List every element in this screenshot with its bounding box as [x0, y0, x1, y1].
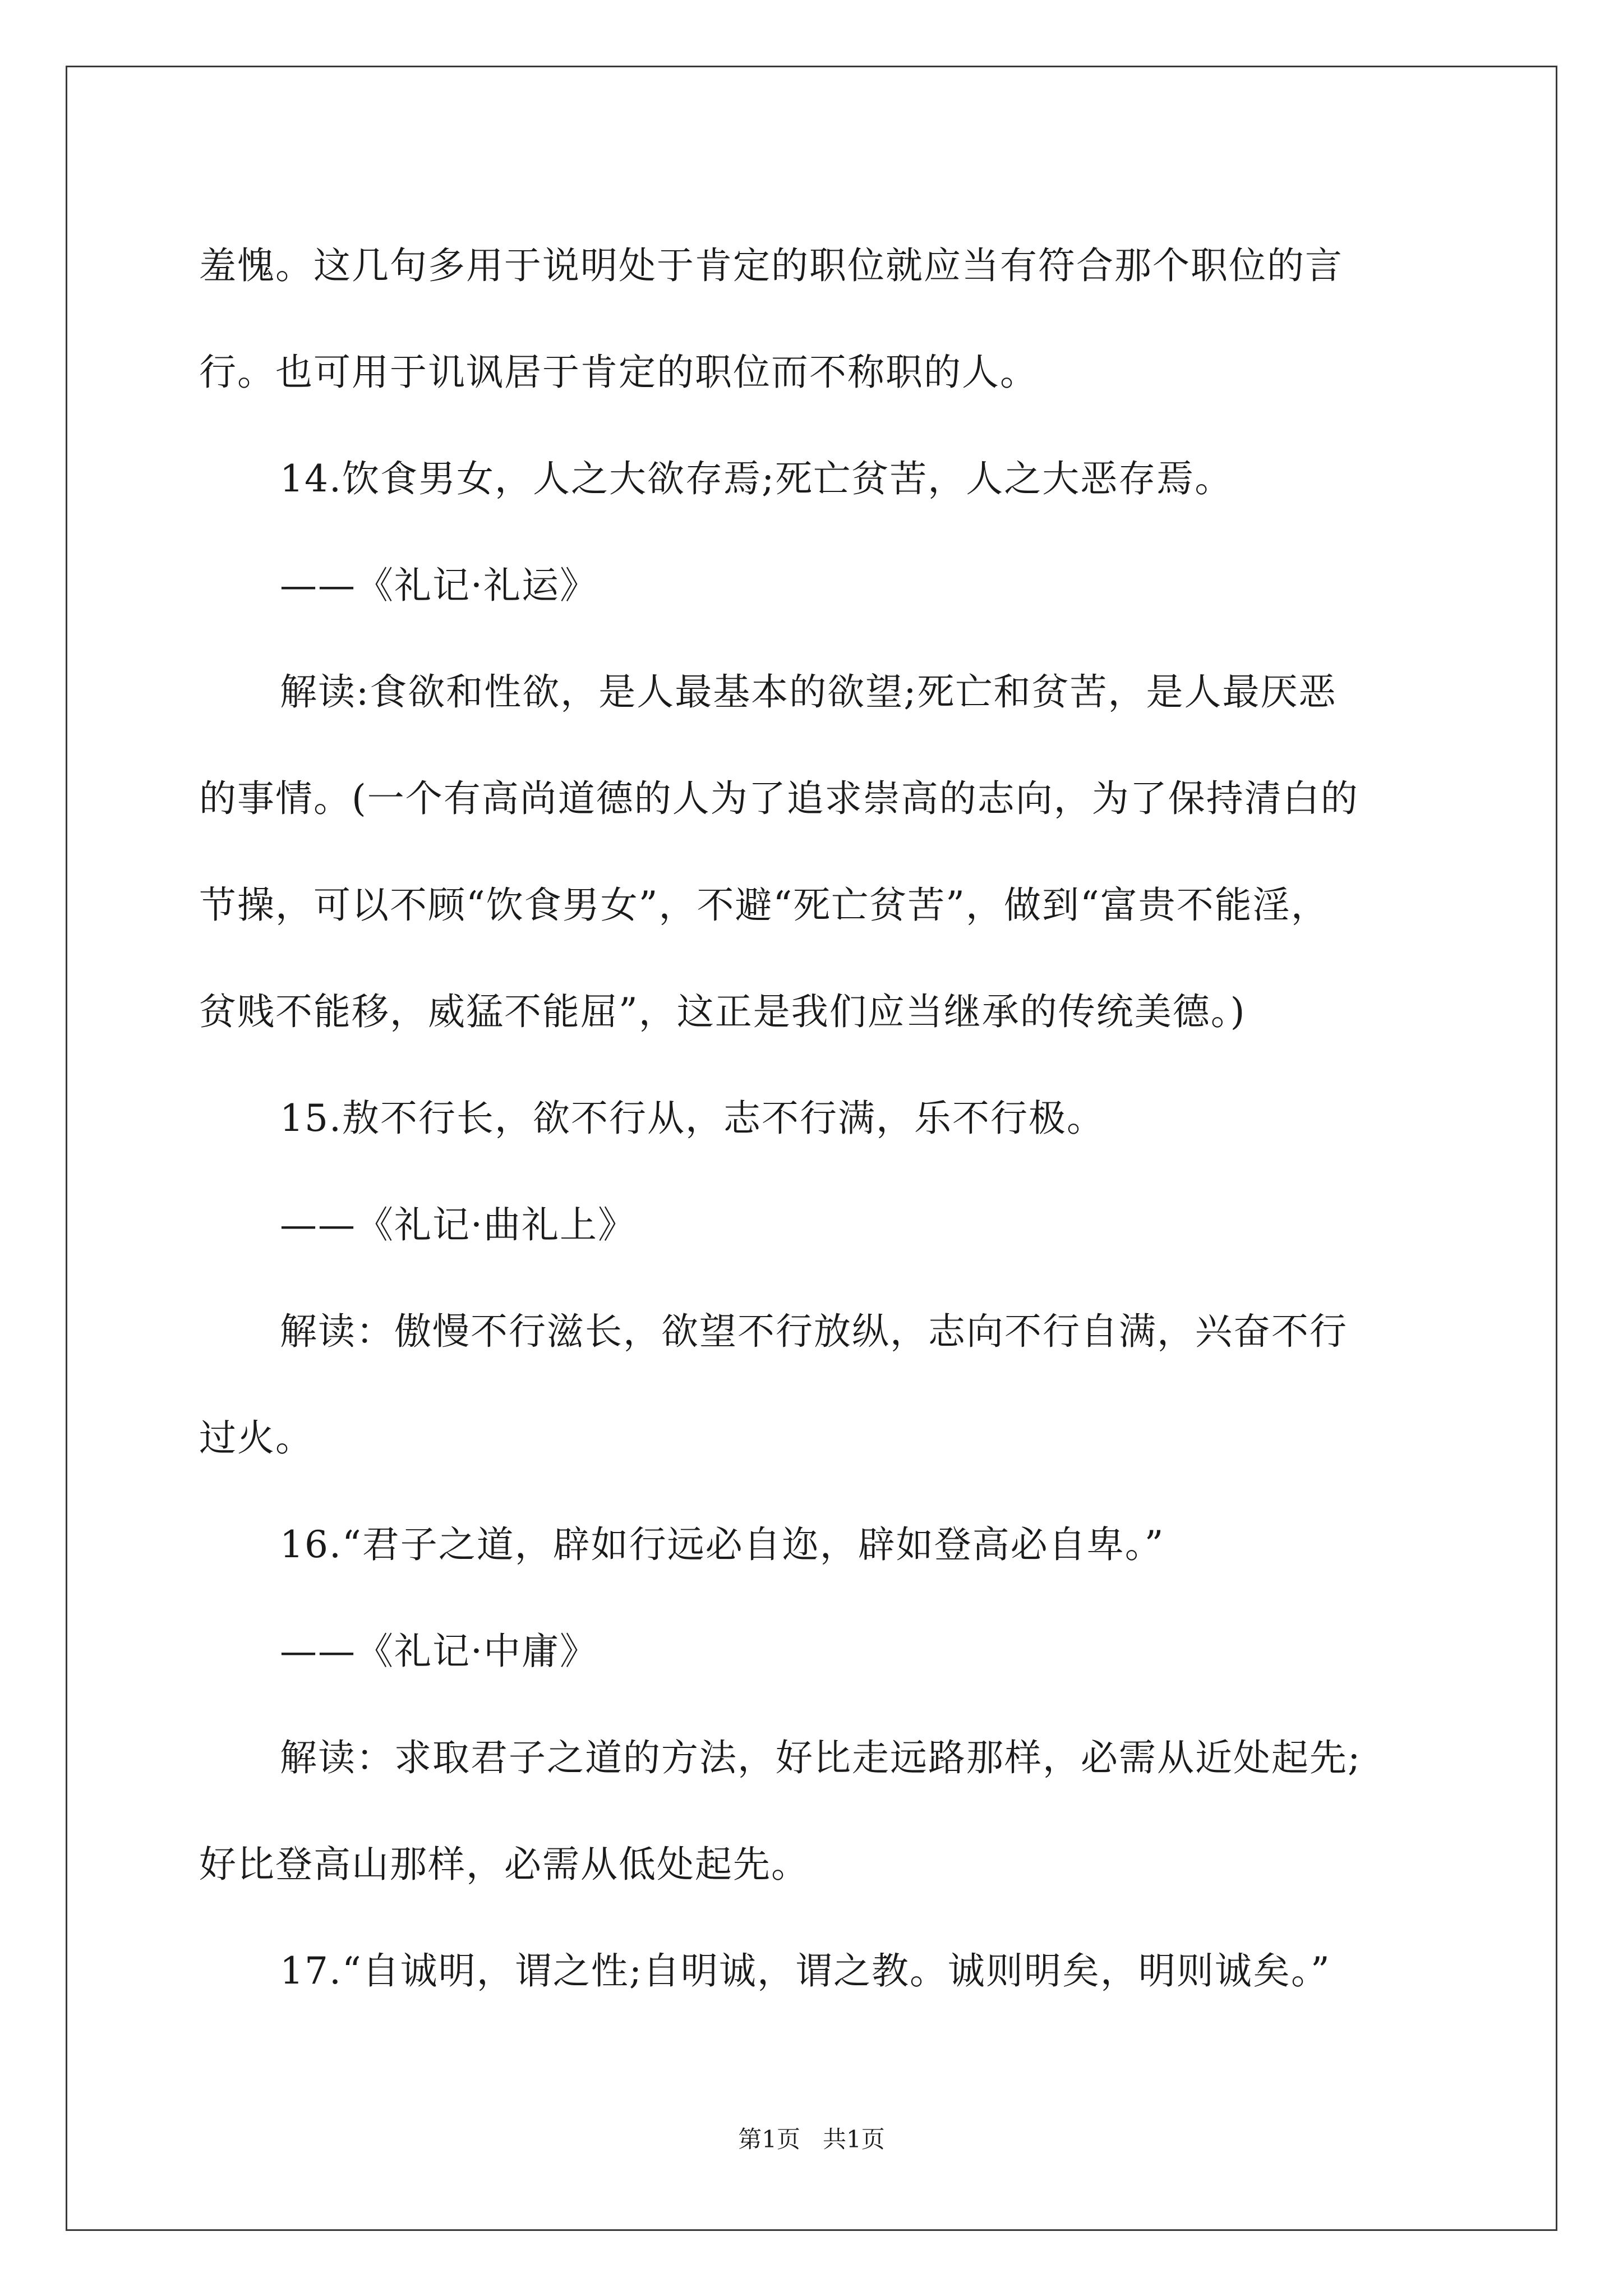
page-footer: [0, 2125, 1623, 2154]
source-citation: ——《礼记·礼运》: [280, 564, 598, 607]
text-line: 好比登高山那样，必需从低处起先。: [199, 1843, 809, 1886]
text-line: 过火。: [199, 1416, 313, 1460]
text-line: 行。也可用于讥讽居于肯定的职位而不称职的人。: [199, 351, 1038, 394]
interpretation-line: 解读：求取君子之道的方法，好比走远路那样，必需从近处起先;: [280, 1736, 1362, 1779]
text-line: 的事情。(一个有高尚道德的人为了追求崇高的志向，为了保持清白的: [199, 777, 1359, 820]
quote-line-17: 17.“自诚明，谓之性;自明诚，谓之教。诚则明矣，明则诚矣。”: [280, 1949, 1331, 1993]
quote-line-16: 16.“君子之道，辟如行远必自迩，辟如登高必自卑。”: [280, 1523, 1165, 1566]
quote-line-15: 15.敖不行长，欲不行从，志不行满，乐不行极。: [280, 1097, 1105, 1140]
interpretation-line: 解读:食欲和性欲，是人最基本的欲望;死亡和贫苦，是人最厌恶: [280, 670, 1337, 714]
page-number: 第1页: [738, 2125, 800, 2153]
text-line: 节操，可以不顾“饮食男女”，不避“死亡贫苦”，做到“富贵不能淫，: [199, 884, 1329, 927]
text-line: 羞愧。这几句多用于说明处于肯定的职位就应当有符合那个职位的言: [199, 244, 1343, 287]
source-citation: ——《礼记·曲礼上》: [280, 1203, 636, 1246]
interpretation-line: 解读：傲慢不行滋长，欲望不行放纵，志向不行自满，兴奋不行: [280, 1310, 1348, 1353]
document-body: [199, 213, 1433, 2024]
text-line: 贫贱不能移，威猛不能屈”，这正是我们应当继承的传统美德。): [199, 990, 1246, 1033]
quote-line-14: 14.饮食男女，人之大欲存焉;死亡贫苦，人之大恶存焉。: [280, 457, 1233, 500]
page-total: 共1页: [823, 2125, 885, 2153]
source-citation: ——《礼记·中庸》: [280, 1630, 598, 1673]
